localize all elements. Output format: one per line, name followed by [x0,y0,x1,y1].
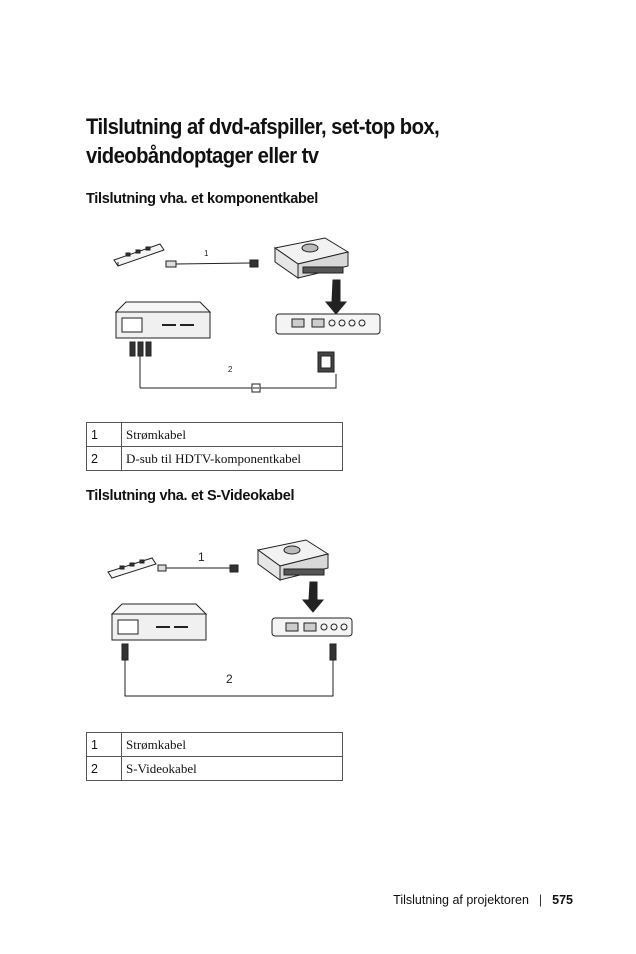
footer-section-title: Tilslutning af projektoren [393,893,529,907]
callout-2: 2 [228,365,233,374]
page-number: 575 [552,893,573,907]
page-title [86,112,518,170]
power-strip-icon [108,558,156,578]
projector-connector-panel [272,618,352,636]
legend-table-component [86,422,343,471]
legend-number: 1 [87,423,122,447]
projector-connector-panel [276,314,380,334]
arrow-down-icon [303,582,323,612]
power-cable-icon [158,565,238,572]
page-footer [393,893,573,907]
svideo-connection-diagram [100,530,400,700]
legend-label: D-sub til HDTV-komponentkabel [122,447,343,471]
projector-icon [258,540,328,580]
legend-label: S-Videokabel [122,757,343,781]
table-row [87,447,343,471]
page-title-line-2: videobåndoptager eller tv [86,143,319,168]
legend-label: Strømkabel [122,423,343,447]
table-row [87,757,343,781]
section-heading-svideo: Tilslutning vha. et S-Videokabel [86,488,295,504]
dvd-player-icon [112,604,206,640]
legend-label: Strømkabel [122,733,343,757]
callout-1: 1 [198,550,205,564]
svideo-plug-icon [122,644,128,660]
page-title-line-1: Tilslutning af dvd-afspiller, set-top box, [86,114,440,139]
legend-table-svideo [86,732,343,781]
projector-icon [275,238,348,278]
arrow-down-icon [326,280,346,314]
callout-2: 2 [226,672,233,686]
callout-1: 1 [204,249,209,258]
svideo-plug-icon [330,644,336,660]
legend-number: 2 [87,757,122,781]
legend-number: 2 [87,447,122,471]
legend-number: 1 [87,733,122,757]
table-row [87,423,343,447]
component-connection-diagram [100,230,400,400]
dsub-plug-icon [318,352,334,372]
component-plugs-icon [130,342,151,388]
dvd-player-icon [116,302,210,338]
power-strip-icon [114,244,164,266]
footer-separator: | [538,893,543,907]
power-cable-icon [166,260,258,267]
table-row [87,733,343,757]
section-heading-component: Tilslutning vha. et komponentkabel [86,191,319,207]
